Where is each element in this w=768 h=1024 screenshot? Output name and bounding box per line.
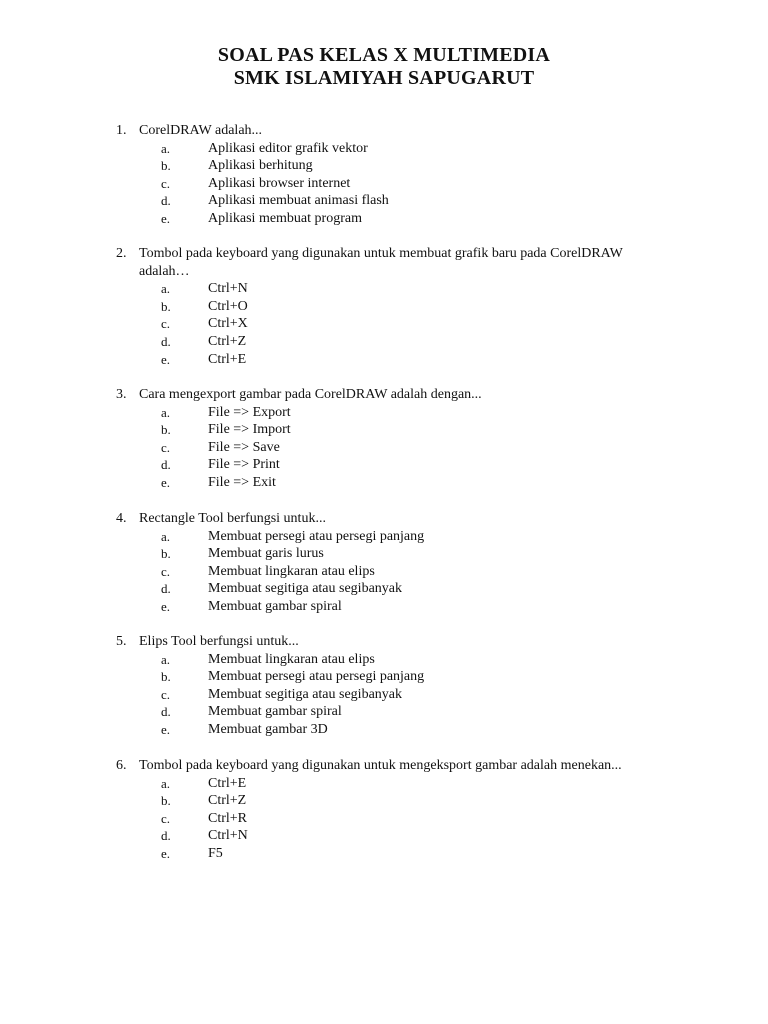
- page-subtitle: SMK ISLAMIYAH SAPUGARUT: [233, 67, 535, 89]
- option-e: [0, 721, 768, 739]
- option-letter: b.: [161, 793, 171, 809]
- option-letter: e.: [161, 211, 171, 226]
- question-text: Elips Tool berfungsi untuk...: [139, 634, 299, 649]
- option-letter: c.: [161, 563, 171, 579]
- option-letter: d.: [161, 457, 171, 473]
- option-text: Ctrl+N: [208, 828, 248, 844]
- option-letter: e.: [161, 846, 171, 861]
- option-text: Membuat segitiga atau segibanyak: [208, 581, 402, 597]
- question-number: 3.: [116, 387, 127, 402]
- option-text: Membuat gambar 3D: [208, 722, 328, 737]
- option-b: [0, 421, 768, 439]
- page-title: SOAL PAS KELAS X MULTIMEDIA: [217, 44, 551, 66]
- question-number: 1.: [116, 123, 127, 138]
- question-number: 5.: [116, 634, 127, 649]
- option-c: [0, 315, 768, 333]
- option-letter: e.: [161, 475, 171, 490]
- option-text: Membuat garis lurus: [208, 546, 324, 562]
- option-letter: d.: [161, 828, 171, 844]
- option-d: [0, 456, 768, 474]
- option-a: [0, 280, 768, 298]
- option-text: File => Export: [208, 404, 291, 420]
- option-e: [0, 210, 768, 228]
- option-text: Ctrl+X: [208, 316, 248, 332]
- option-letter: b.: [161, 298, 171, 314]
- option-letter: a.: [161, 651, 171, 667]
- option-letter: a.: [161, 140, 171, 156]
- option-letter: b.: [161, 422, 171, 438]
- option-letter: d.: [161, 334, 171, 349]
- question-text: Tombol pada keyboard yang digunakan untuk membuat grafik baru pada CorelDRAW adalah…: [139, 246, 623, 279]
- option-text: Ctrl+N: [208, 281, 248, 297]
- option-letter: c.: [161, 175, 171, 191]
- option-text: Membuat gambar spiral: [208, 704, 342, 720]
- question-text: Rectangle Tool berfungsi untuk...: [139, 511, 326, 526]
- option-b: [0, 668, 768, 686]
- option-letter: d.: [161, 193, 171, 209]
- option-c: [0, 439, 768, 457]
- option-text: Aplikasi browser internet: [208, 175, 351, 191]
- option-a: [0, 775, 768, 793]
- option-d: [0, 580, 768, 598]
- option-letter: a.: [161, 281, 171, 297]
- option-text: Aplikasi membuat program: [208, 211, 362, 226]
- option-text: Aplikasi editor grafik vektor: [208, 140, 368, 156]
- option-b: [0, 157, 768, 175]
- option-text: Membuat lingkaran atau elips: [208, 563, 375, 579]
- option-text: Aplikasi membuat animasi flash: [208, 193, 389, 209]
- option-e: [0, 845, 768, 863]
- option-e: [0, 351, 768, 369]
- option-e: [0, 598, 768, 616]
- option-letter: c.: [161, 316, 171, 332]
- question-number: 2.: [116, 246, 127, 261]
- option-d: [0, 333, 768, 351]
- option-a: [0, 528, 768, 546]
- option-text: File => Exit: [208, 475, 276, 490]
- option-text: Membuat lingkaran atau elips: [208, 651, 375, 667]
- option-text: Ctrl+Z: [208, 334, 247, 349]
- option-letter: d.: [161, 704, 171, 720]
- option-letter: b.: [161, 546, 171, 562]
- option-c: [0, 175, 768, 193]
- option-b: [0, 298, 768, 316]
- option-c: [0, 563, 768, 581]
- option-letter: c.: [161, 810, 171, 826]
- option-text: Membuat persegi atau persegi panjang: [208, 669, 425, 685]
- option-text: Membuat persegi atau persegi panjang: [208, 528, 425, 544]
- option-text: Ctrl+Z: [208, 793, 247, 809]
- question-text: Cara mengexport gambar pada CorelDRAW adalah dengan...: [139, 387, 482, 402]
- option-letter: c.: [161, 439, 171, 455]
- option-b: [0, 792, 768, 810]
- option-text: File => Save: [208, 439, 280, 455]
- option-text: Ctrl+R: [208, 810, 248, 826]
- option-letter: a.: [161, 528, 171, 544]
- option-b: [0, 545, 768, 563]
- option-text: File => Import: [208, 422, 291, 438]
- question-number: 6.: [116, 758, 127, 773]
- option-c: [0, 686, 768, 704]
- question-number: 4.: [116, 511, 127, 526]
- question-text: Tombol pada keyboard yang digunakan untuk mengeksport gambar adalah menekan...: [139, 758, 622, 773]
- option-letter: e.: [161, 722, 171, 737]
- option-d: [0, 827, 768, 845]
- option-text: Ctrl+O: [208, 298, 248, 314]
- option-text: Aplikasi berhitung: [208, 158, 313, 174]
- option-a: [0, 404, 768, 422]
- option-text: Ctrl+E: [208, 351, 247, 367]
- option-c: [0, 810, 768, 828]
- question-text: CorelDRAW adalah...: [139, 123, 263, 138]
- option-letter: e.: [161, 599, 171, 614]
- option-text: File => Print: [208, 457, 280, 473]
- option-letter: c.: [161, 686, 171, 702]
- option-letter: e.: [161, 351, 171, 367]
- option-text: Membuat gambar spiral: [208, 599, 342, 614]
- option-letter: a.: [161, 404, 171, 420]
- option-letter: b.: [161, 669, 171, 685]
- option-text: Ctrl+E: [208, 775, 247, 791]
- option-a: [0, 651, 768, 669]
- option-letter: d.: [161, 581, 171, 597]
- option-text: F5: [208, 846, 223, 861]
- option-e: [0, 474, 768, 492]
- option-letter: a.: [161, 775, 171, 791]
- option-d: [0, 192, 768, 210]
- option-d: [0, 703, 768, 721]
- option-letter: b.: [161, 158, 171, 174]
- option-a: [0, 140, 768, 158]
- option-text: Membuat segitiga atau segibanyak: [208, 686, 402, 702]
